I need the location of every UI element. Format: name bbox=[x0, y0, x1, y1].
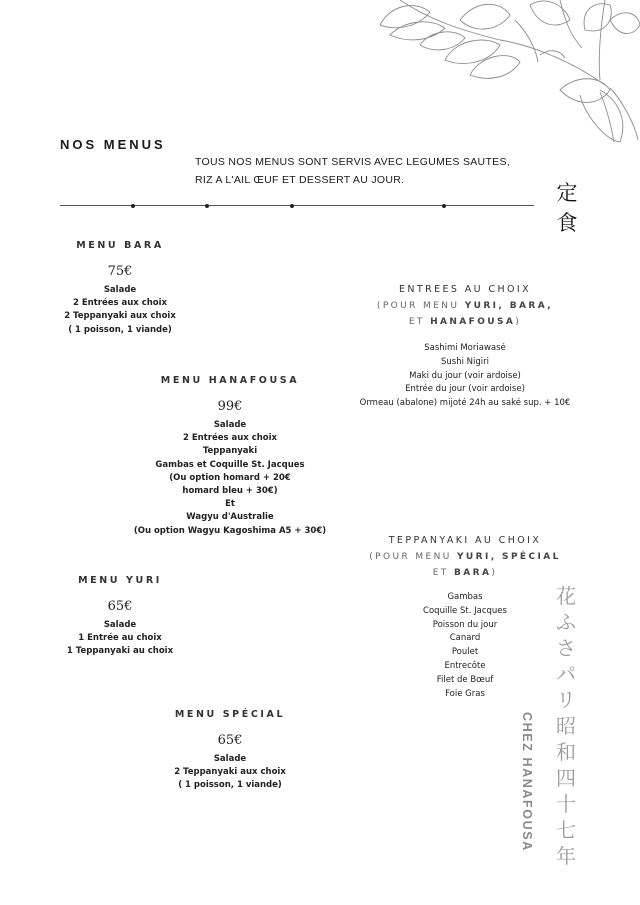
menu-price: 99€ bbox=[217, 399, 243, 414]
subtitle-text: ET bbox=[432, 567, 454, 578]
list-item: Sushi Nigiri bbox=[441, 356, 489, 367]
list-item: Foie Gras bbox=[445, 688, 485, 699]
divider-dot bbox=[442, 204, 446, 208]
list-item: Poulet bbox=[451, 647, 479, 658]
list-item: Entrecôte bbox=[444, 660, 486, 671]
jp-char: 花 bbox=[556, 584, 576, 608]
menu-item: (Ou option Wagyu Kagoshima A5 + 30€) bbox=[133, 525, 327, 536]
jp-char: パ bbox=[556, 662, 576, 686]
jp-char: 昭 bbox=[556, 714, 576, 738]
subtitle-text: ) bbox=[491, 567, 498, 578]
list-item: Ormeau (abalone) mijoté 24h au saké sup. + 10€ bbox=[359, 398, 571, 409]
menu-items bbox=[140, 753, 320, 793]
menu-item: 2 Teppanyaki aux choix bbox=[64, 311, 176, 322]
menu-title: MENU HANAFOUSA bbox=[160, 375, 300, 386]
section-title: ENTREES AU CHOIX bbox=[398, 284, 531, 295]
menu-item: Salade bbox=[103, 620, 137, 630]
section-subtitle bbox=[340, 299, 590, 330]
menu-item: Et bbox=[225, 499, 235, 510]
menu-item: 2 Entrées aux choix bbox=[72, 298, 168, 309]
menu-yuri bbox=[35, 575, 205, 659]
jp-char: ふ bbox=[556, 610, 576, 634]
list-item: Maki du jour (voir ardoise) bbox=[409, 370, 521, 381]
menu-intro-text bbox=[195, 153, 510, 189]
menu-item: ( 1 poisson, 1 viande) bbox=[68, 324, 172, 335]
menu-hanafousa bbox=[120, 375, 340, 538]
menu-item: (Ou option homard + 20€ bbox=[169, 472, 291, 483]
subtitle-text: ET bbox=[408, 316, 431, 327]
subtitle-text: (POUR MENU bbox=[369, 552, 457, 562]
jp-char: 七 bbox=[556, 818, 576, 842]
jp-char: 四 bbox=[556, 766, 576, 790]
list-item: Entrée du jour (voir ardoise) bbox=[405, 384, 525, 395]
list-item: Canard bbox=[449, 633, 481, 644]
page-title: NOS MENUS bbox=[60, 137, 166, 152]
menu-item: Gambas et Coquille St. Jacques bbox=[155, 459, 305, 470]
divider-dot bbox=[131, 204, 135, 208]
menu-item: 1 Entrée au choix bbox=[78, 633, 162, 644]
kanji-char: 定 bbox=[556, 181, 578, 205]
menu-item: Wagyu d'Australie bbox=[186, 512, 274, 523]
section-title: TEPPANYAKI AU CHOIX bbox=[388, 535, 542, 546]
menu-item: Salade bbox=[103, 285, 137, 295]
subtitle-bold: YURI, BARA, bbox=[464, 301, 554, 311]
divider-dot bbox=[205, 204, 209, 208]
menu-items bbox=[35, 619, 205, 659]
subtitle-text: ) bbox=[515, 316, 522, 327]
menu-item: ( 1 poisson, 1 viande) bbox=[178, 780, 282, 791]
list-item: Filet de Bœuf bbox=[436, 674, 494, 685]
section-subtitle bbox=[350, 550, 580, 581]
teppanyaki-list bbox=[350, 591, 580, 701]
list-item: Sashimi Moriawasé bbox=[424, 343, 506, 353]
list-item: Coquille St. Jacques bbox=[423, 605, 507, 616]
intro-line-2: RIZ A L'AIL ŒUF ET DESSERT AU JOUR. bbox=[195, 174, 405, 186]
brand-vertical-label: CHEZ HANAFOUSA bbox=[520, 712, 534, 852]
magnolia-flower-illustration-icon bbox=[360, 0, 640, 145]
menu-bara bbox=[35, 240, 205, 337]
subtitle-text: (POUR MENU bbox=[376, 301, 465, 311]
menu-price: 65€ bbox=[217, 733, 243, 748]
menu-special bbox=[140, 709, 320, 793]
menu-item: 2 Teppanyaki aux choix bbox=[174, 767, 286, 778]
jp-char: 和 bbox=[556, 740, 576, 764]
menu-title: MENU BARA bbox=[76, 240, 164, 251]
menu-item: Salade bbox=[213, 754, 247, 764]
teppanyaki-section bbox=[350, 535, 580, 701]
menu-item: homard bleu + 30€) bbox=[182, 486, 278, 497]
list-item: Gambas bbox=[447, 592, 483, 602]
jp-char: 年 bbox=[556, 844, 576, 868]
subtitle-bold: HANAFOUSA bbox=[430, 316, 516, 327]
menu-item: 2 Entrées aux choix bbox=[182, 433, 278, 444]
subtitle-bold: BARA bbox=[454, 567, 492, 578]
jp-char: リ bbox=[556, 688, 576, 712]
menu-title: MENU YURI bbox=[78, 575, 162, 586]
vertical-japanese-text bbox=[552, 583, 580, 869]
entrees-list bbox=[340, 342, 590, 411]
menu-items bbox=[35, 284, 205, 337]
menu-item: Salade bbox=[213, 420, 247, 430]
teishoku-kanji bbox=[554, 178, 580, 238]
menu-item: Teppanyaki bbox=[202, 446, 258, 457]
menu-items bbox=[120, 419, 340, 538]
menu-price: 65€ bbox=[107, 599, 133, 614]
entrees-section bbox=[340, 284, 590, 411]
divider-dot bbox=[290, 204, 294, 208]
menu-item: 1 Teppanyaki au choix bbox=[66, 646, 174, 657]
menu-title: MENU SPÉCIAL bbox=[174, 709, 286, 720]
intro-line-1: TOUS NOS MENUS SONT SERVIS AVEC LEGUMES SAUTES, bbox=[195, 156, 510, 168]
kanji-char: 食 bbox=[556, 211, 578, 235]
menu-price: 75€ bbox=[107, 264, 133, 279]
subtitle-bold: YURI, SPÉCIAL bbox=[457, 552, 561, 562]
jp-char: 十 bbox=[556, 792, 576, 816]
list-item: Poisson du jour bbox=[432, 619, 498, 630]
jp-char: さ bbox=[556, 636, 576, 660]
